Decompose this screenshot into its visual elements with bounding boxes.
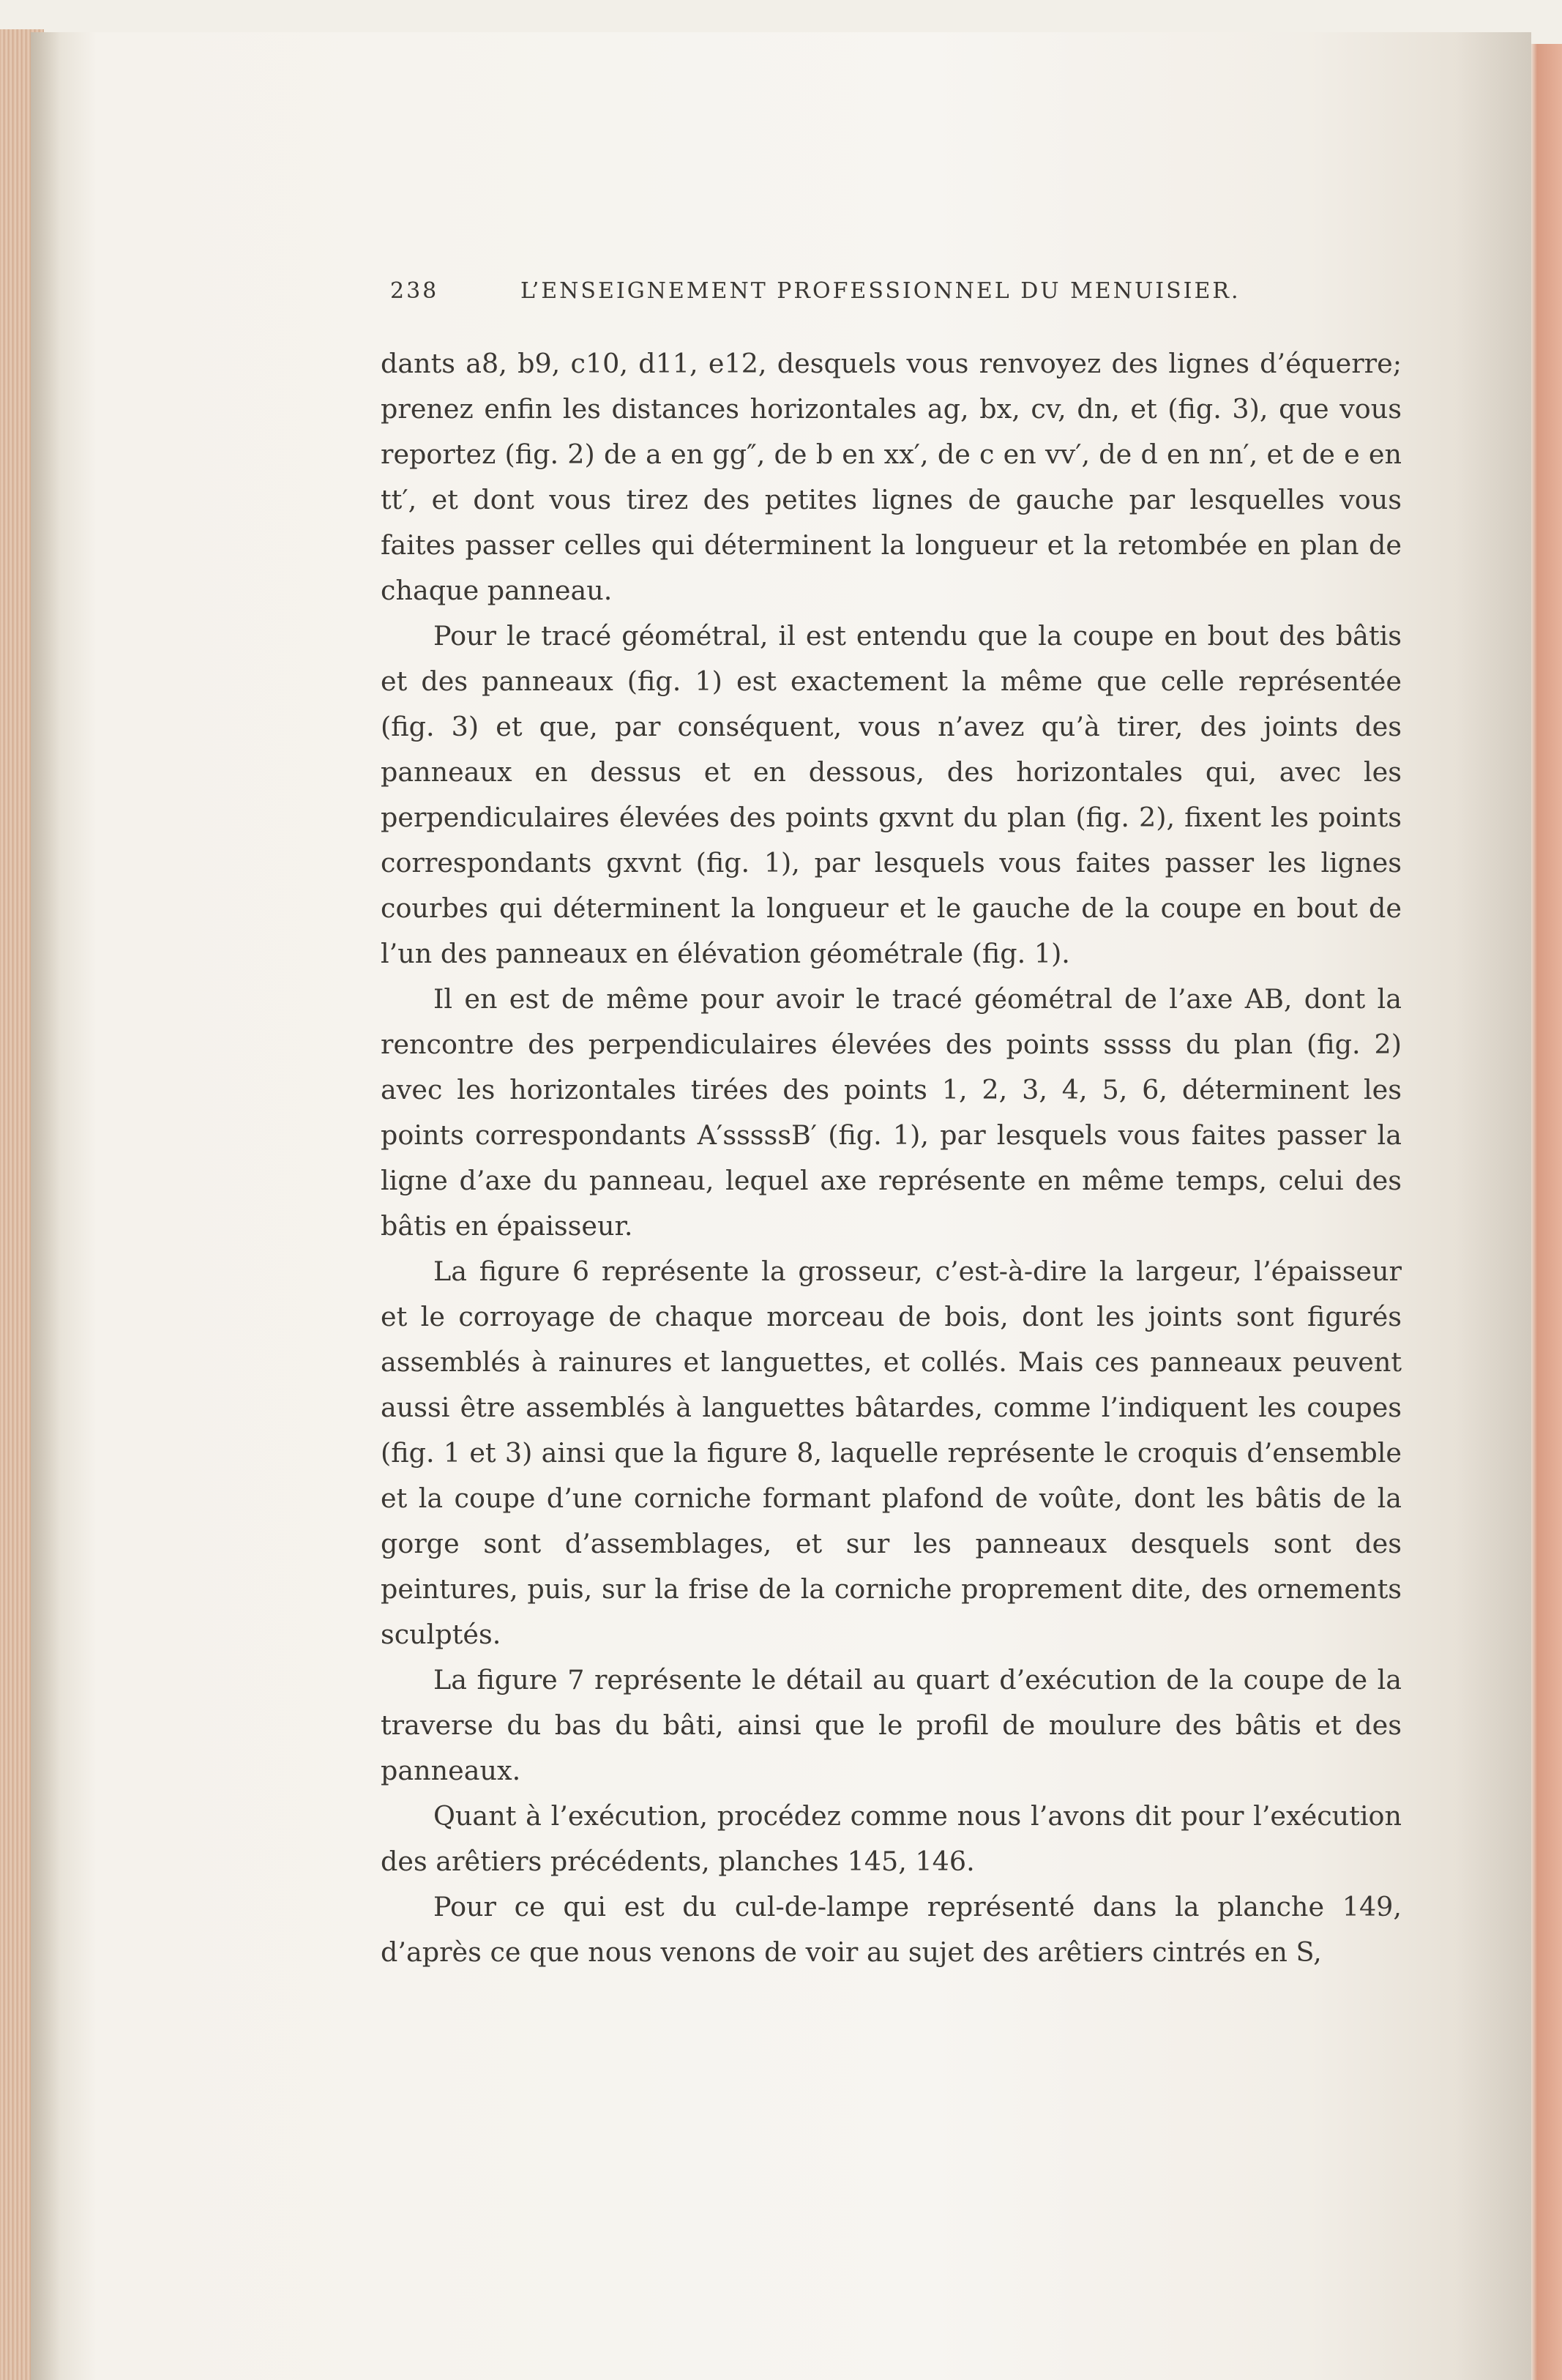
book-right-edge	[1530, 44, 1562, 2380]
paragraph: Pour le tracé géométral, il est entendu que la coupe en bout des bâtis et des panneaux (fig. 1) est exactement la même que celle représentée (fig. 3) et que, par conséquent, vous n’avez qu’à tirer, des joints des panneaux en dessus et en dessous, des horizontales qui, avec les perpendiculaires élevées des points gxvnt du plan (fig. 2), fixent les points correspondants gxvnt (fig. 1), par lesquels vous faites passer les lignes courbes qui déterminent la longueur et le gauche de la coupe en bout de l’un des panneaux en élévation géométrale (fig. 1).	[381, 620, 1402, 969]
paragraph: Il en est de même pour avoir le tracé géométral de l’axe AB, dont la rencontre des perpendiculaires élevées des points sssss du plan (fig. 2) avec les horizontales tirées des points 1, 2, 3, 4, 5, 6, déterminent les points correspondants A′sssssB′ (fig. 1), par lesquels vous faites passer la ligne d’axe du panneau, lequel axe représente en même temps, celui des bâtis en épaisseur.	[381, 983, 1402, 1242]
paragraph: La figure 7 représente le détail au quart d’exécution de la coupe de la traverse du bas du bâti, ainsi que le profil de moulure des bâtis et des panneaux.	[381, 1664, 1402, 1786]
page-edge-shadow	[1457, 32, 1531, 2380]
paragraph: Pour ce qui est du cul-de-lampe représenté dans la planche 149, d’après ce que nous venons de voir au sujet des arêtiers cintrés en S,	[381, 1891, 1402, 1968]
spine-shadow	[31, 32, 60, 2380]
paragraph: La figure 6 représente la grosseur, c’est-à-dire la largeur, l’épaisseur et le corroyage de chaque morceau de bois, dont les joints sont figurés assemblés à rainures et languettes, et collés. Mais ces panneaux peuvent aussi être assemblés à languettes bâtardes, comme l’indiquent les coupes (fig. 1 et 3) ainsi que la figure 8, laquelle représente le croquis d’ensemble et la coupe d’une corniche formant plafond de voûte, dont les bâtis de la gorge sont d’assemblages, et sur les panneaux desquels sont des peintures, puis, sur la frise de la corniche proprement dite, des ornements sculptés.	[381, 1256, 1402, 1650]
paragraph: dants a8, b9, c10, d11, e12, desquels vous renvoyez des lignes d’équerre; prenez enfin les distances horizontales ag, bx, cv, dn, et (fig. 3), que vous reportez (fig. 2) de a en gg″, de b en xx′, de c en vv′, de d en nn′, et de e en tt′, et dont vous tirez des petites lignes de gauche par lesquelles vous faites passer celles qui déterminent la longueur et la retombée en plan de chaque panneau.	[381, 348, 1402, 606]
page-number: 238	[390, 278, 439, 304]
paragraph: Quant à l’exécution, procédez comme nous l’avons dit pour l’exécution des arêtiers précédents, planches 145, 146.	[381, 1800, 1402, 1877]
running-head	[390, 278, 1400, 322]
running-title: L’ENSEIGNEMENT PROFESSIONNEL DU MENUISIER.	[520, 278, 1241, 304]
body-text	[381, 341, 1402, 1975]
